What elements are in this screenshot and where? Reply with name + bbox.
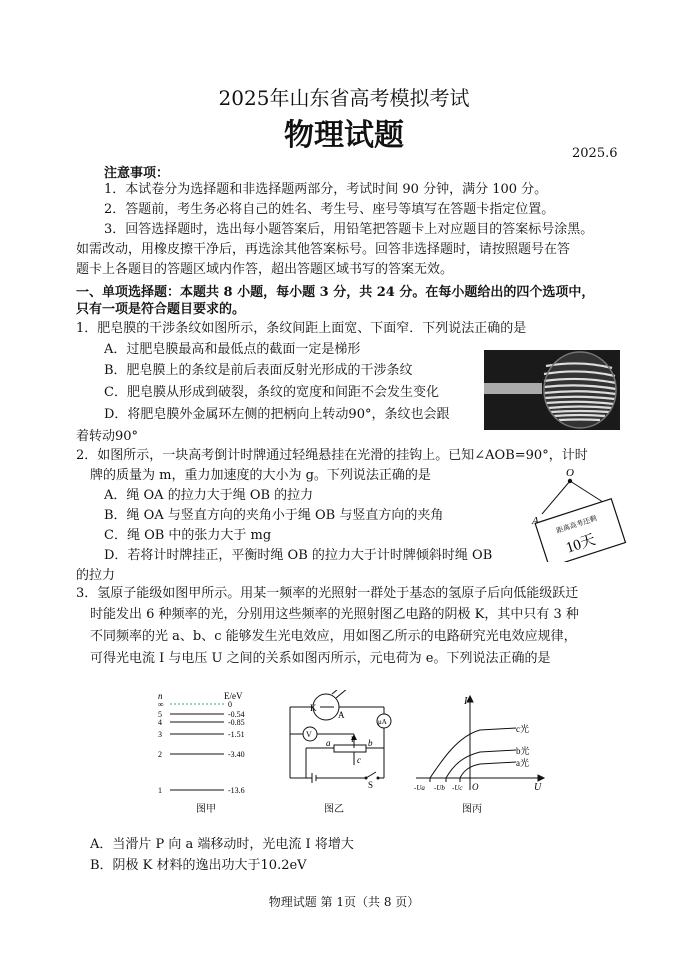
slider-end-a: a [326,738,331,748]
level-e-label: -1.51 [228,730,245,739]
level-n-label: 3 [158,730,162,739]
notice-line: 3．回答选择题时，选出每小题答案后，用铅笔把答题卡上对应题目的答案标号涂黑。 [104,222,594,237]
notice-line: 题卡上各题目的答题区域内作答，超出答题区域书写的答案无效。 [76,262,454,277]
curve-c-label: c光 [516,724,529,734]
slider-end-b: b [368,738,373,748]
level-n-label: 5 [158,710,162,719]
q2-option-a: A．绳 OA 的拉力大于绳 OB 的拉力 [104,488,314,503]
q2-option-d: D．若将计时牌挂正，平衡时绳 OB 的拉力大于计时牌倾斜时绳 OB [104,548,493,563]
iu-curve-graph [408,690,552,814]
board-top-text: 距离高考还剩 [555,514,598,535]
slider-p: P [351,735,356,744]
q1-option-d: D．将肥皂膜外金属环左侧的把柄向上转动90°，条纹也会跟 [104,407,450,422]
notice-line: 1．本试卷分为选择题和非选择题两部分，考试时间 90 分钟，满分 100 分。 [104,182,548,197]
board-days: 10天 [564,532,598,557]
q2-stem-cont: 牌的质量为 m，重力加速度的大小为 g。下列说法正确的是 [90,468,431,483]
exam-title: 2025年山东省高考模拟考试 [218,86,470,110]
q2-option-d-cont: 的拉力 [76,568,116,583]
i-axis-label: I [464,696,468,707]
q3-option-b: B．阴极 K 材料的逸出功大于10.2eV [90,858,307,873]
q3-option-a: A．当滑片 P 向 a 端移动时，光电流 I 将增大 [90,837,354,852]
notice-line: 如需改动，用橡皮擦干净后，再选涂其他答案标号。回答非选择题时，请按照题号在答 [76,242,571,257]
page-footer: 物理试题 第 1页（共 8 页） [268,895,420,909]
q3-stem: 3．氢原子能级如图甲所示。用某一频率的光照射一群处于基态的氢原子后向低能级跃迁 [76,586,579,601]
level-e-label: -0.54 [228,710,245,719]
label-o: O [566,467,574,479]
q3-stem-cont: 可得光电流 I 与电压 U 之间的关系如图丙所示，元电荷为 e。下列说法正确的是 [90,651,551,666]
level-e-label: -3.40 [228,750,245,759]
q1-option-a: A．过肥皂膜最高和最低点的截面一定是梯形 [104,342,361,357]
subject-title: 物理试题 [284,118,404,153]
level-n-label: 1 [158,786,162,795]
q1-option-b: B．肥皂膜上的条纹是前后表面反射光形成的干涉条纹 [104,363,413,378]
u-axis-label: U [534,782,542,793]
q1-option-c: C．肥皂膜从形成到破裂，条纹的宽度和间距不会发生变化 [104,385,439,400]
q2-stem: 2．如图所示，一块高考倒计时牌通过轻绳悬挂在光滑的挂钩上。已知∠AOB=90°，计时 [76,448,588,463]
section-heading-cont: 只有一项是符合题目要求的。 [76,302,246,317]
n-axis-label: n [158,691,163,701]
switch-label: S [368,780,374,790]
photoelectric-circuit [282,690,400,814]
microammeter-label: μA [378,718,387,726]
level-e-label: -13.6 [228,786,245,795]
tick-uc: -Uc [452,784,463,792]
level-e-label: 0 [228,700,232,709]
level-n-label: 2 [158,750,162,759]
anode-label: A [338,710,345,720]
curve-b-label: b光 [516,746,530,756]
notice-heading: 注意事项： [104,166,170,181]
q1-option-d-cont: 着转动90° [76,429,139,444]
soap-film-figure [484,350,620,430]
q1-stem: 1．肥皂膜的干涉条纹如图所示，条纹间距上面宽、下面窄．下列说法正确的是 [76,321,527,336]
voltmeter-label: V [306,730,312,739]
notice-line: 2．答题前，考生务必将自己的姓名、考生号、座号等填写在答题卡指定位置。 [104,202,555,217]
countdown-board-figure [528,462,634,562]
tick-ua: -Ua [414,784,425,792]
label-a: A [532,515,539,527]
level-n-label: ∞ [158,700,164,709]
fig-jia-caption: 图甲 [196,804,216,814]
section-heading: 一、单项选择题：本题共 8 小题，每小题 3 分，共 24 分。在每小题给出的四个选项中， [76,285,595,300]
q2-option-b: B．绳 OA 与竖直方向的夹角小于绳 OB 与竖直方向的夹角 [104,508,444,523]
q3-stem-cont: 时能发出 6 种频率的光，分别用这些频率的光照射图乙电路的阴极 K，其中只有 3 种 [90,607,579,622]
exam-date: 2025.6 [572,146,618,161]
fig-yi-caption: 图乙 [324,804,344,814]
slider-mid-c: c [357,755,361,765]
tick-ub: -Ub [434,784,445,792]
q2-option-c: C．绳 OB 中的张力大于 mg [104,528,272,543]
e-axis-label: E/eV [224,691,243,701]
level-n-label: 4 [158,718,162,727]
energy-levels [158,700,245,795]
cathode-label: K [310,703,317,713]
fig-bing-caption: 图丙 [462,804,482,814]
energy-level-diagram [150,690,270,814]
curve-a-label: a光 [516,758,529,768]
level-e-label: -0.85 [228,718,245,727]
origin-label: O [472,782,479,792]
q3-stem-cont: 不同频率的光 a、b、c 能够发生光电效应，用如图乙所示的电路研究光电效应规律， [90,629,577,644]
